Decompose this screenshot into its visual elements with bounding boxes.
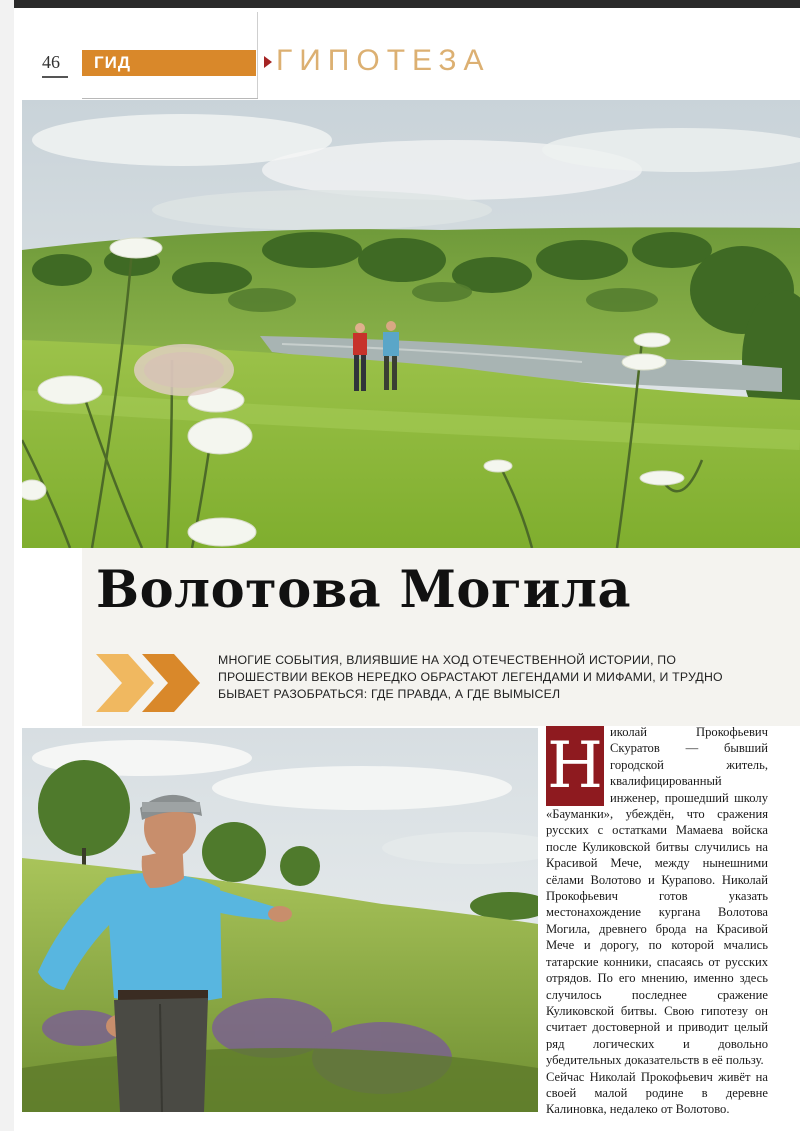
photo-river-meadow-illustration	[22, 100, 800, 548]
title-margin	[22, 550, 82, 726]
body-paragraph-1: иколай Прокофьевич Скуратов — бывший городской житель, квалифицированный инженер, прошедший школу «Бауманки», убеждён, что сражения русских с остатками Мамаева войска после Куликовской битвы случились на Красивой Мече, между нынешними сёлами Волотово и Курапово. Николай Прокофьевич готов указать местонахождение кургана Волотова Могила, древнего брода на Красивой Мече и дорогу, по которой мчались татарские конники, спасаясь от русских отрядов. По его мнению, именно здесь случилось последнее сражение Куликовской битвы. Свою гипотезу он считает достоверной и приводит целый ряд логических и довольно убедительных доказательств в её пользу.	[546, 725, 768, 1068]
section-label: ГИД	[94, 53, 131, 72]
page-number-underline	[42, 76, 68, 78]
header-divider	[82, 98, 258, 99]
article-lead: МНОГИЕ СОБЫТИЯ, ВЛИЯВШИЕ НА ХОД ОТЕЧЕСТВЕННОЙ ИСТОРИИ, ПО ПРОШЕСТВИИ ВЕКОВ НЕРЕДКО ОБРАСТАЮТ ЛЕГЕНДАМИ И МИФАМИ, И ТРУДНО БЫВАЕТ РАЗОБРАТЬСЯ: ГДЕ ПРАВДА, А ГДЕ ВЫМЫСЕЛ	[218, 653, 723, 701]
body-column	[546, 724, 768, 1118]
scan-edge-top	[0, 0, 800, 8]
header-vertical-divider	[257, 12, 258, 98]
rubric-arrow-icon	[264, 56, 272, 68]
scan-edge-left	[0, 0, 14, 1131]
chevrons-icon	[96, 654, 200, 712]
dropcap: Н	[546, 726, 604, 806]
photo-man-pointing	[22, 728, 538, 1112]
photo-river-meadow	[22, 100, 800, 548]
page-number: 46	[42, 52, 60, 72]
body-paragraph-2: Сейчас Николай Прокофьевич живёт на своей малой родине в деревне Калиновка, недалеко от Волотово.	[546, 1069, 768, 1117]
photo-man-pointing-illustration	[22, 728, 538, 1112]
article-title: Волотова Могила	[96, 560, 632, 620]
rubric-title: ГИПОТЕЗА	[276, 44, 491, 77]
